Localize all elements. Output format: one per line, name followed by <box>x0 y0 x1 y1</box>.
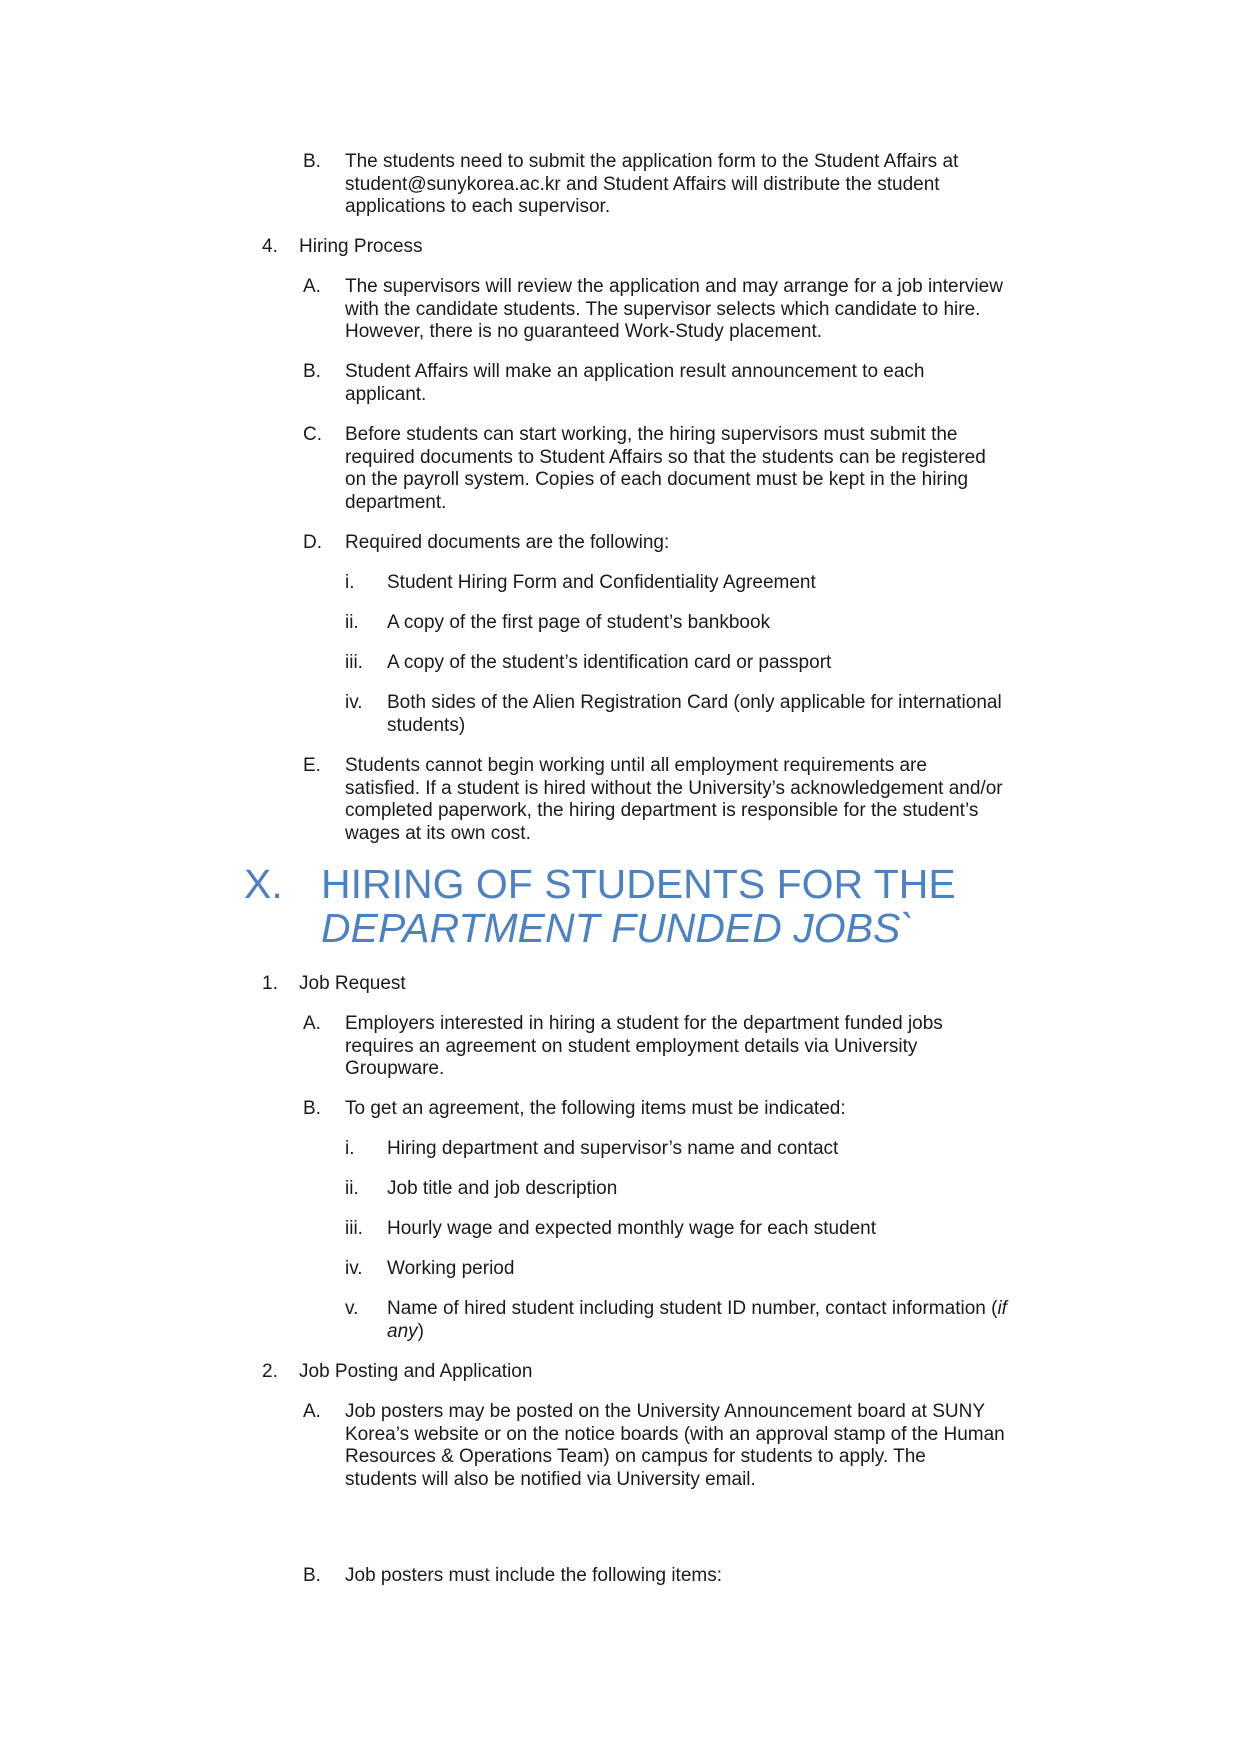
text-line: required documents to Student Affairs so that the students can be registered <box>345 446 986 468</box>
text-line <box>387 1321 1047 1344</box>
text-line: applications to each supervisor. <box>345 196 611 218</box>
list-item-text <box>345 1401 1045 1491</box>
section-number: X. <box>244 861 283 907</box>
list-marker: ii. <box>345 612 359 633</box>
list-marker: iii. <box>345 652 363 673</box>
text-line: The supervisors will review the application and may arrange for a job interview <box>345 276 1003 297</box>
text-line: department. <box>345 491 447 513</box>
list-item-text <box>345 424 1045 514</box>
list-marker: B. <box>303 361 321 382</box>
list-marker: iv. <box>345 1258 363 1279</box>
section-title-line-2: DEPARTMENT FUNDED JOBS` <box>321 905 915 951</box>
italic-run: any <box>387 1320 418 1342</box>
text-line: students) <box>387 714 466 736</box>
list-marker: v. <box>345 1298 359 1319</box>
list-item-text: A copy of the first page of student’s bankbook <box>387 612 771 633</box>
list-marker: i. <box>345 1138 355 1159</box>
text-run: Name of hired student including student ID number, contact information ( <box>387 1298 998 1319</box>
list-item-text <box>345 151 1045 219</box>
list-number: 2. <box>262 1361 278 1382</box>
text-line: Both sides of the Alien Registration Card (only applicable for international <box>387 692 1002 713</box>
list-item-title: Job Posting and Application <box>299 1361 533 1382</box>
list-marker: B. <box>303 1565 321 1586</box>
list-item-text: Working period <box>387 1258 515 1279</box>
text-line: students will also be notified via University email. <box>345 1468 756 1490</box>
text-line: Korea’s website or on the notice boards (with an approval stamp of the Human <box>345 1423 1005 1445</box>
list-marker: iv. <box>345 692 363 713</box>
list-item-text: Job title and job description <box>387 1178 618 1199</box>
text-line: completed paperwork, the hiring department is responsible for the student’s <box>345 800 979 822</box>
text-line: wages at its own cost. <box>345 822 531 844</box>
list-item-text <box>345 1013 1045 1081</box>
list-marker: iii. <box>345 1218 363 1239</box>
list-item-text: To get an agreement, the following items must be indicated: <box>345 1098 846 1119</box>
section-title-line-1: HIRING OF STUDENTS FOR THE <box>321 861 956 907</box>
list-marker: B. <box>303 1098 321 1119</box>
text-line: Job posters may be posted on the University Announcement board at SUNY <box>345 1401 986 1422</box>
list-item-title: Job Request <box>299 973 406 994</box>
text-line: with the candidate students. The supervisor selects which candidate to hire. <box>345 298 981 320</box>
italic-run: if <box>997 1298 1007 1319</box>
list-item-text: A copy of the student’s identification card or passport <box>387 652 832 673</box>
list-item-text: Hiring department and supervisor’s name and contact <box>387 1138 839 1159</box>
text-line: requires an agreement on student employment details via University <box>345 1035 918 1057</box>
list-marker: A. <box>303 1013 321 1034</box>
text-line: on the payroll system. Copies of each document must be kept in the hiring <box>345 469 969 491</box>
list-item-text <box>387 692 1047 737</box>
list-item-text <box>345 276 1045 344</box>
text-line: applicant. <box>345 383 427 405</box>
text-line <box>387 1298 1047 1321</box>
list-number: 4. <box>262 236 278 257</box>
text-line: Employers interested in hiring a student for the department funded jobs <box>345 1013 943 1034</box>
list-item-text: Hourly wage and expected monthly wage for each student <box>387 1218 877 1239</box>
list-marker: E. <box>303 755 321 776</box>
list-item-text <box>345 755 1045 845</box>
list-marker: i. <box>345 572 355 593</box>
list-number: 1. <box>262 973 278 994</box>
list-marker: ii. <box>345 1178 359 1199</box>
text-line: However, there is no guaranteed Work-Study placement. <box>345 321 823 343</box>
list-item-text: Required documents are the following: <box>345 532 670 553</box>
text-line: Student Affairs will make an application result announcement to each <box>345 361 925 382</box>
text-line: Students cannot begin working until all employment requirements are <box>345 755 927 776</box>
text-line: satisfied. If a student is hired without the University’s acknowledgement and/or <box>345 777 1003 799</box>
list-marker: D. <box>303 532 322 553</box>
list-marker: A. <box>303 1401 321 1422</box>
list-marker: A. <box>303 276 321 297</box>
text-line: Before students can start working, the hiring supervisors must submit the <box>345 424 958 445</box>
list-item-text <box>387 1298 1047 1343</box>
list-item-text: Student Hiring Form and Confidentiality Agreement <box>387 572 816 593</box>
text-line: student@sunykorea.ac.kr and Student Affairs will distribute the student <box>345 173 940 195</box>
list-item-text: Job posters must include the following items: <box>345 1565 723 1586</box>
list-marker: C. <box>303 424 322 445</box>
list-item-text <box>345 361 1045 406</box>
text-line: The students need to submit the application form to the Student Affairs at <box>345 151 959 172</box>
list-item-title: Hiring Process <box>299 236 423 257</box>
text-line: Resources & Operations Team) on campus for students to apply. The <box>345 1446 926 1468</box>
list-marker: B. <box>303 151 321 172</box>
text-line: Groupware. <box>345 1058 445 1080</box>
text-run: ) <box>417 1320 424 1342</box>
